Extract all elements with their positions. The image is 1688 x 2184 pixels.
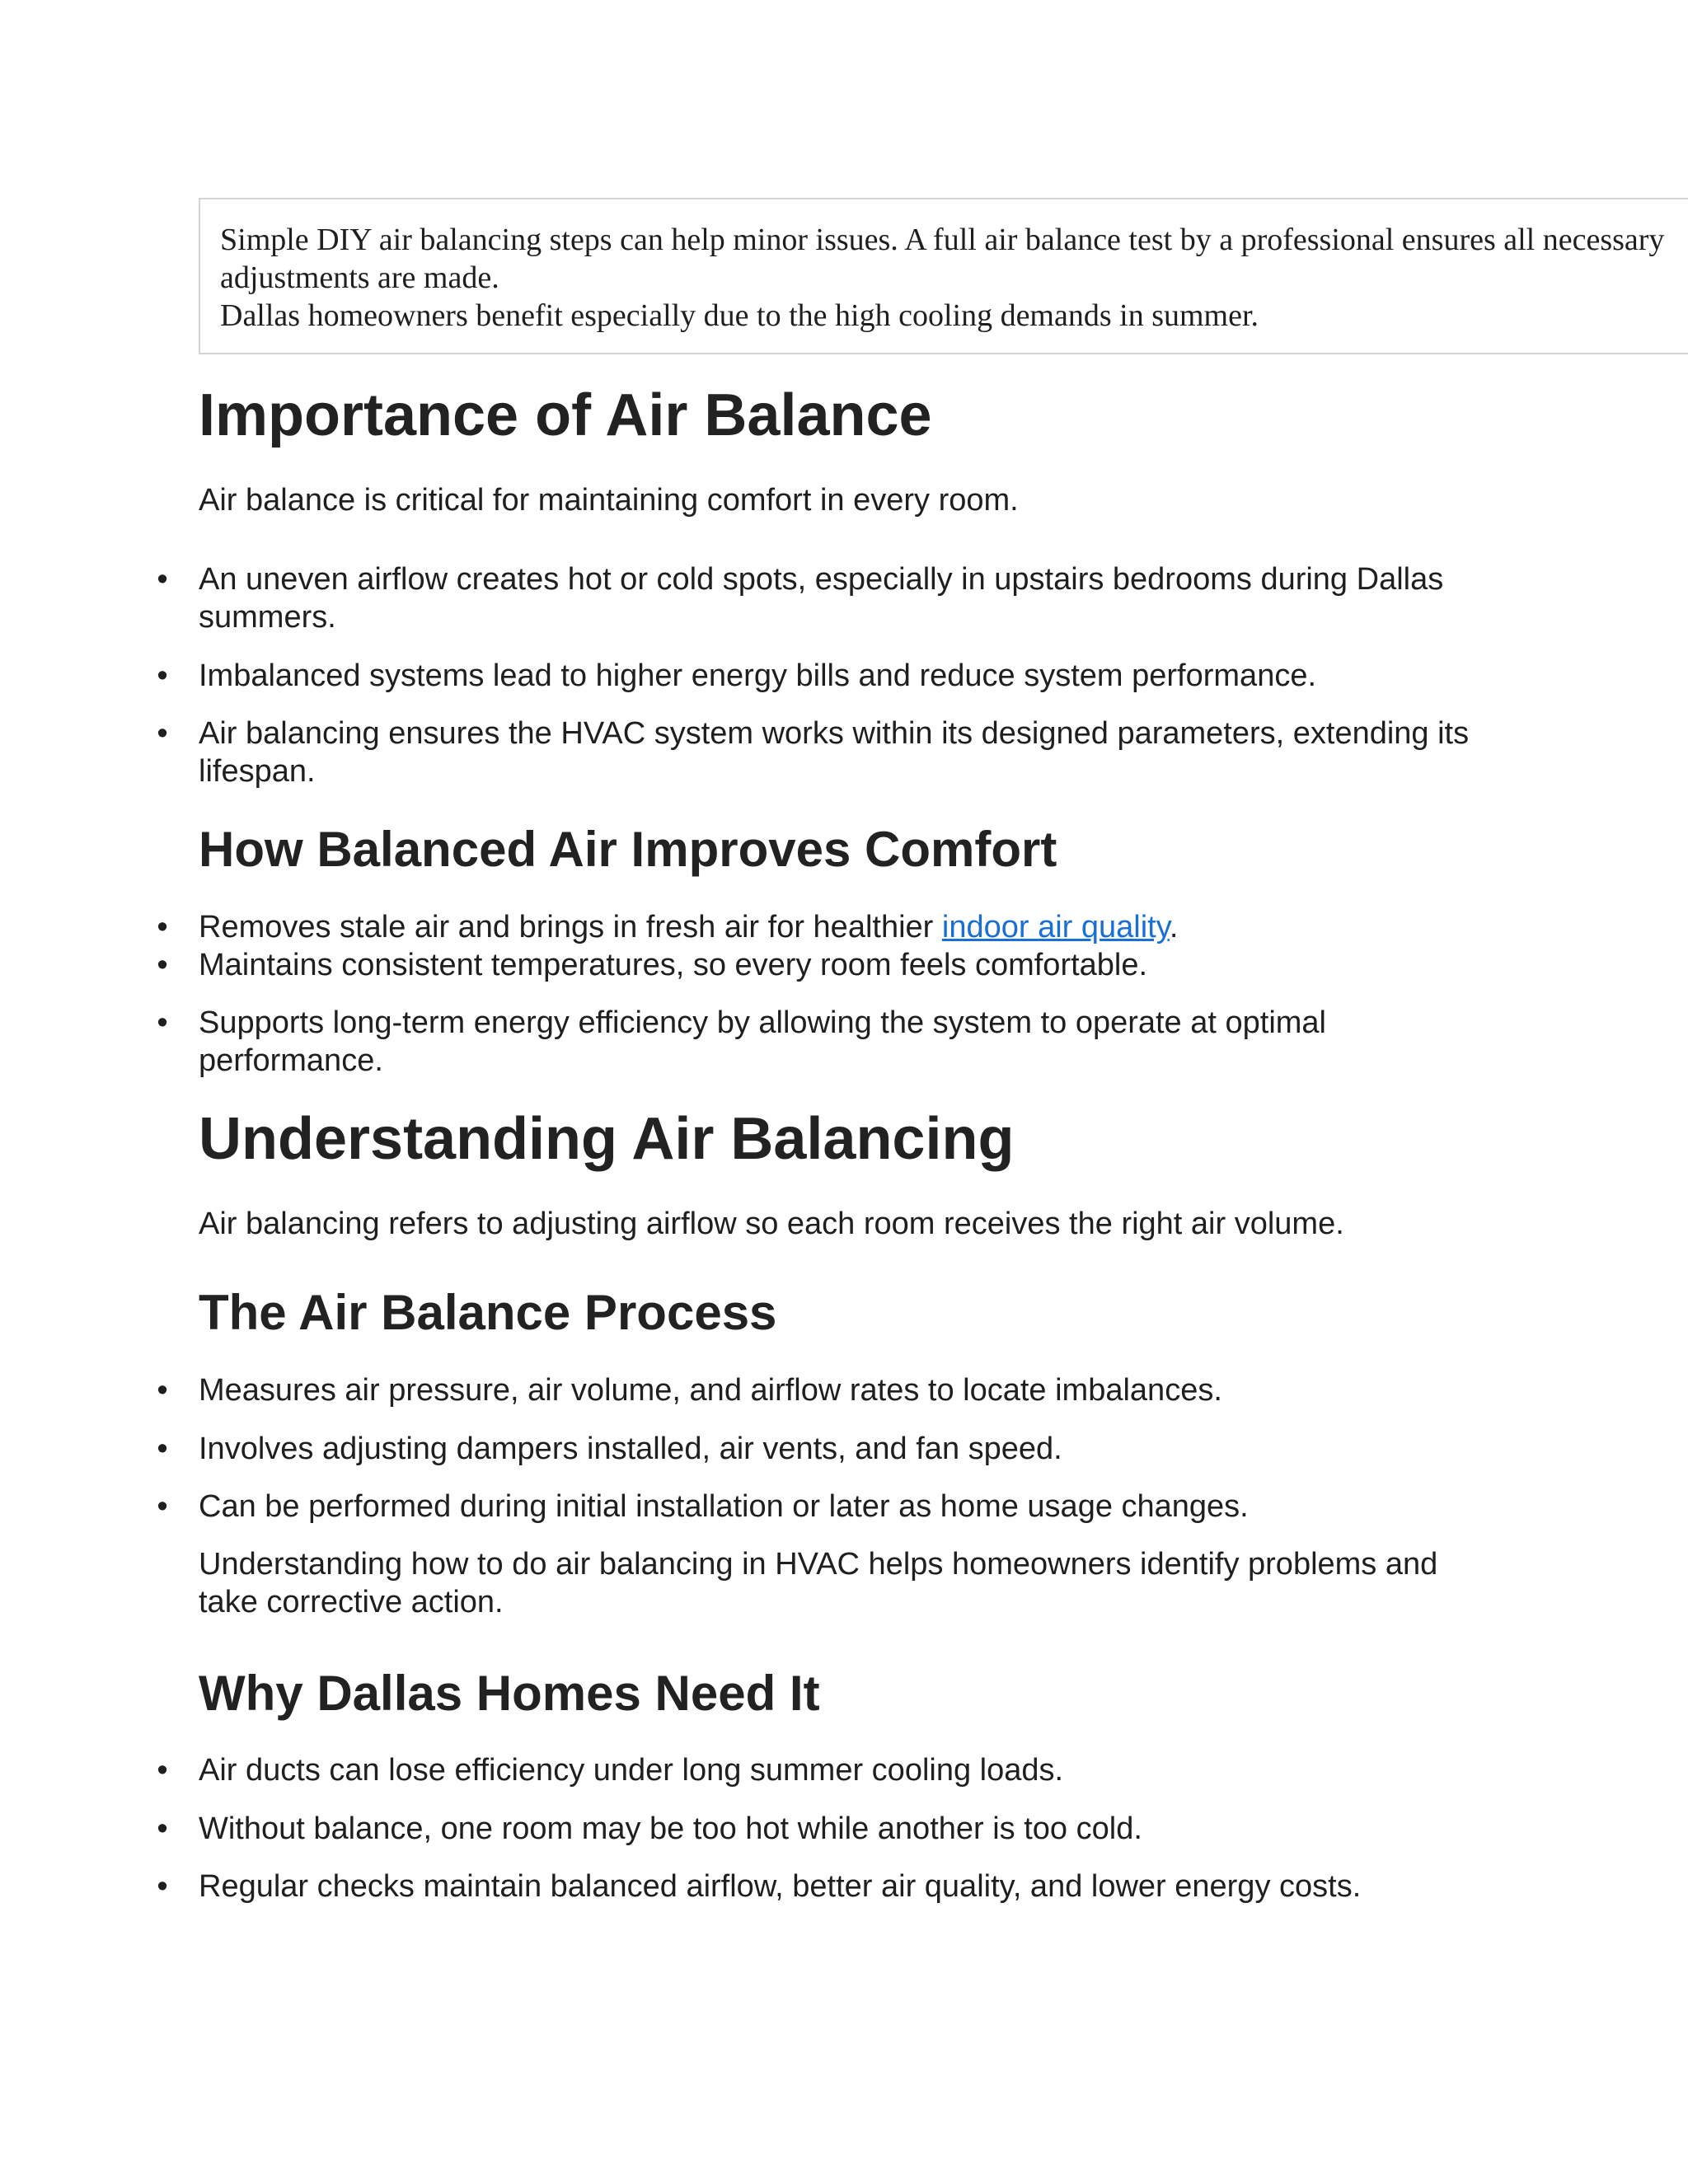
list-item (157, 908, 1484, 946)
bullet-dot: • (157, 948, 168, 982)
callout-line-1: Simple DIY air balancing steps can help minor issues. A full air balance test by a professional ensures all necessary (220, 223, 1665, 257)
bullet-dot: • (157, 562, 168, 597)
list-item-text-suffix: . (1169, 910, 1179, 944)
list-item-text: Without balance, one room may be too hot while another is too cold. (199, 1811, 1142, 1846)
list-item-text: Maintains consistent temperatures, so every room feels comfortable. (199, 948, 1148, 982)
list-item (157, 946, 1484, 984)
importance-intro: Air balance is critical for maintaining comfort in every room. (199, 483, 1019, 518)
list-item (157, 1868, 1484, 1905)
list-item (157, 1371, 1484, 1409)
process-note: Understanding how to do air balancing in HVAC helps homeowners identify problems and take corrective action. (199, 1547, 1438, 1619)
list-item (157, 1004, 1484, 1080)
list-item-text: Air ducts can lose efficiency under long summer cooling loads. (199, 1753, 1064, 1788)
bullet-dot: • (157, 1753, 168, 1788)
bullet-dot: • (157, 1489, 168, 1524)
list-item-text: An uneven airflow creates hot or cold spots, especially in upstairs bedrooms during Dallas summers. (199, 562, 1444, 635)
list-item (157, 1751, 1484, 1789)
understanding-intro: Air balancing refers to adjusting airflow so each room receives the right air volume. (199, 1207, 1344, 1241)
heading-importance: Importance of Air Balance (199, 382, 932, 448)
list-item-text: Involves adjusting dampers installed, air vents, and fan speed. (199, 1432, 1062, 1466)
heading-comfort: How Balanced Air Improves Comfort (199, 822, 1057, 877)
list-item-text: Can be performed during initial installation or later as home usage changes. (199, 1489, 1249, 1524)
list-item-text: Imbalanced systems lead to higher energy bills and reduce system performance. (199, 658, 1317, 693)
list-item (157, 1488, 1484, 1526)
bullet-dot: • (157, 1869, 168, 1904)
list-item-text: Removes stale air and brings in fresh air for healthier (199, 910, 942, 944)
list-item-text: Supports long-term energy efficiency by allowing the system to operate at optimal performance. (199, 1005, 1326, 1078)
list-item (157, 560, 1484, 636)
list-item-text: Air balancing ensures the HVAC system works within its designed parameters, extending its lifespan. (199, 716, 1470, 789)
bullet-dot: • (157, 1811, 168, 1846)
bullet-dot: • (157, 1373, 168, 1408)
indoor-air-quality-link[interactable]: indoor air quality (941, 910, 1170, 944)
list-item (157, 657, 1484, 695)
list-item (157, 1430, 1484, 1468)
bullet-dot: • (157, 910, 168, 944)
callout-line-2: adjustments are made. (220, 260, 499, 295)
heading-process: The Air Balance Process (199, 1285, 777, 1340)
heading-dallas: Why Dallas Homes Need It (199, 1666, 820, 1721)
list-item-text: Regular checks maintain balanced airflow, better air quality, and lower energy costs. (199, 1869, 1362, 1904)
callout-line-3: Dallas homeowners benefit especially due to the high cooling demands in summer. (220, 298, 1259, 333)
list-item (157, 1810, 1484, 1848)
list-item-text: Measures air pressure, air volume, and airflow rates to locate imbalances. (199, 1373, 1222, 1408)
bullet-dot: • (157, 716, 168, 751)
list-item (157, 715, 1484, 790)
callout-box (199, 198, 1688, 354)
bullet-dot: • (157, 1005, 168, 1040)
bullet-dot: • (157, 658, 168, 693)
bullet-dot: • (157, 1432, 168, 1466)
heading-understanding: Understanding Air Balancing (199, 1106, 1015, 1172)
